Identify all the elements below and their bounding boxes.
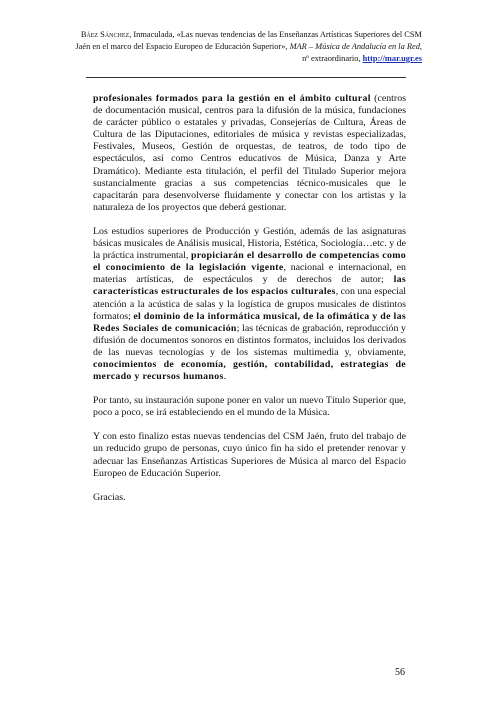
header-divider (86, 77, 406, 78)
p2-text-3: , con una especial atención a la acústica de salas y la logística de grupos musicales de distintos formatos; (93, 286, 406, 322)
header-journal: MAR – Música de Andalucía en la Red (289, 42, 420, 51)
p2-bold-2: las características estructurales de los espacios culturales (93, 274, 406, 298)
p2-bold-4: conocimientos de economía, gestión, contabilidad, estrategias de mercado y recursos humanos (93, 358, 406, 383)
header-link[interactable]: http://mar.ugr.es (362, 54, 422, 63)
p2-bold-3: el dominio de la informática musical, de la ofimática y de las Redes Sociales de comunicación (93, 310, 406, 334)
p2-text-5: . (223, 371, 227, 383)
paragraph-3: Por tanto, su instauración supone poner en valor un nuevo Título Superior que, poco a poco, se irá estableciendo en el mundo de la Música. (93, 395, 406, 419)
page-number: 56 (395, 667, 405, 678)
header-issue: , nº extraordinario, (302, 42, 422, 63)
paragraph-1 (93, 93, 406, 214)
paragraph-4: Y con esto finalizo estas nuevas tendencias del CSM Jaén, fruto del trabajo de un reducido grupo de personas, cuyo único fin ha sido el pretender renovar y adecuar las Enseñanzas Artísticas Superiores de Música al marco del Espacio Europeo de Educación Superior. (93, 431, 406, 479)
header-author: Báez Sánchez (80, 30, 130, 39)
header-article: , Inmaculada, «Las nuevas tendencias de las Enseñanzas Artísticas Superiores del CSM Jaén en el marco del Espacio Europeo de Educación Superior», (75, 30, 422, 51)
p2-text-1: Los estudios superiores de Producción y Gestión, además de las asignaturas básicas musicales de Análisis musical, Historia, Estética, Sociología…etc. y de la práctica instrumental, (93, 225, 406, 262)
p2-bold-1: propiciarán el desarrollo de competencias como el conocimiento de la legislación vigente (93, 250, 406, 274)
p2-text-2: , nacional e internacional, en materias artísticas, de espectáculos y de derechos de autor; (93, 262, 406, 286)
paragraph-2 (93, 226, 406, 383)
p1-bold-1: profesionales formados para la gestión en el ámbito cultural (93, 93, 371, 104)
p2-text-4: ; las técnicas de grabación, reproducción y difusión de documentos sonoros en distintos formatos, incluidos los derivados de las nuevas tecnologías y de los sistemas multimedia y, obviamente, (93, 322, 406, 358)
p1-text-1: (centros de documentación musical, centros para la difusión de la música, fundaciones de carácter público o estatales y privadas, Consejerías de Cultura, Áreas de Cultura de las Diputaciones, editoriales de música y revistas especializadas, Festivales, Museos, Gestión de orquestas, de teatros, de todo tipo de espectáculos, así como Centros educativos de Música, Danza y Arte Dramático). Mediante esta titulación, el perfil del Titulado Superior mejora sustancialmente gracias a sus competencias técnico-musicales que le capacitarán para desenvolverse fluidamente y conectar con los artistas y la naturaleza de los proyectos que deberá gestionar. (93, 93, 406, 213)
citation-header (70, 29, 422, 65)
paragraph-5: Gracias. (93, 491, 126, 503)
body-text (93, 93, 406, 516)
